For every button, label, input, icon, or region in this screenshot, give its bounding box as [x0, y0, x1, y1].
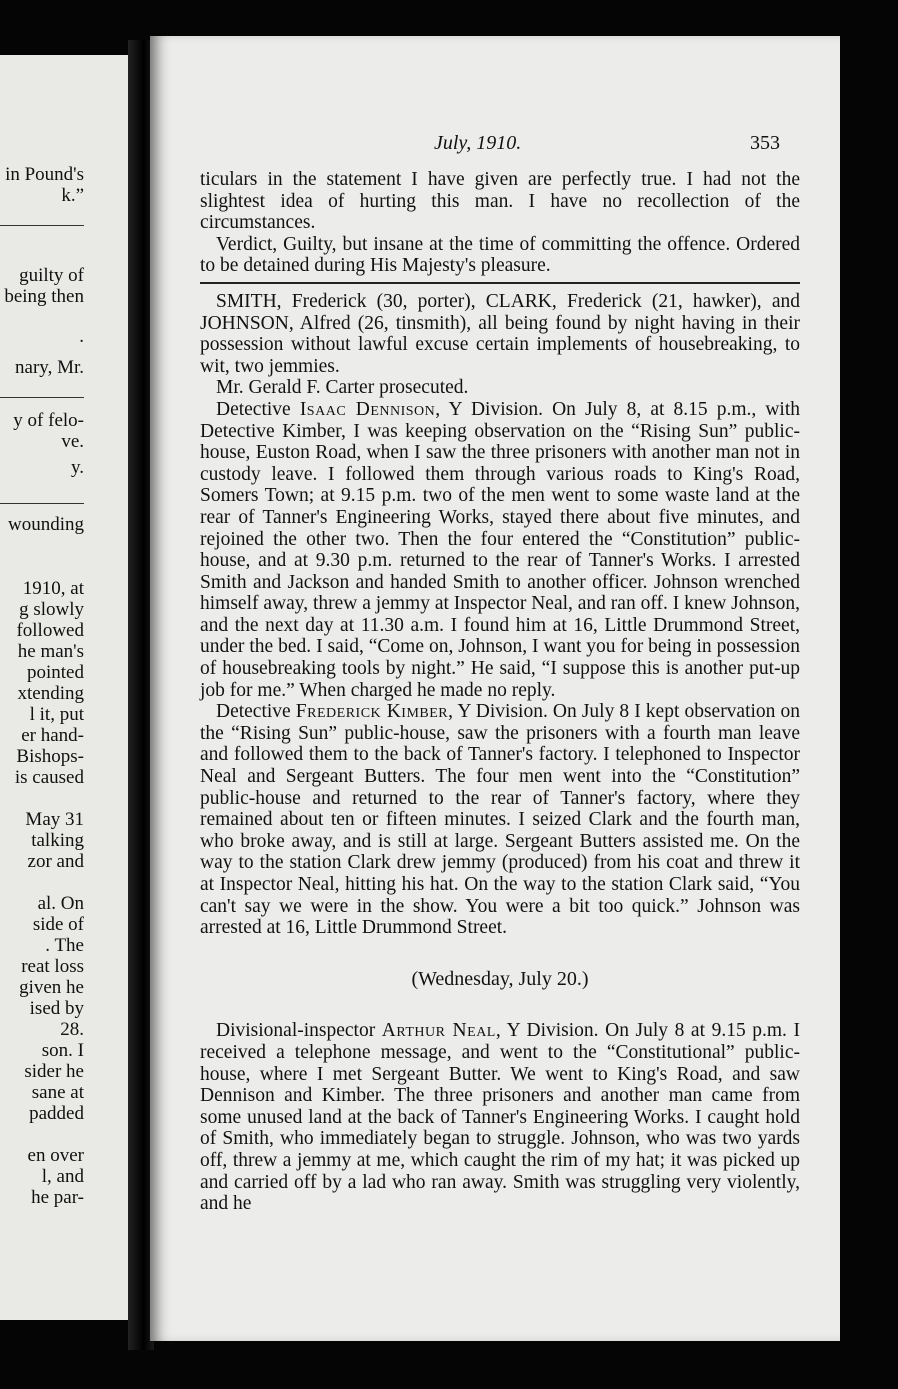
left-page-line: reat loss — [21, 956, 84, 977]
left-page-line: zor and — [27, 851, 84, 872]
left-page-line: pointed — [27, 662, 84, 683]
left-page-line: k.” — [61, 185, 84, 206]
left-page-line: he par- — [31, 1187, 84, 1208]
left-page-line: y. — [70, 457, 84, 478]
left-page-line: g slowly — [19, 599, 84, 620]
left-page-line: nary, Mr. — [15, 357, 84, 378]
paragraph-neal-testimony — [200, 1020, 800, 1214]
witness-name: Arthur Neal — [381, 1020, 496, 1042]
left-page-line: xtending — [17, 683, 84, 704]
left-page-line: sider he — [24, 1061, 84, 1082]
left-page-line: al. On — [37, 893, 84, 914]
date-heading: (Wednesday, July 20.) — [411, 967, 589, 990]
left-page-line: en over — [27, 1145, 84, 1166]
left-page-line: . The — [45, 935, 84, 956]
witness-name: Frederick Kimber — [295, 701, 449, 723]
witness-title: Detective — [216, 398, 291, 420]
testimony-text: , Y Division. On July 8 I kept observation on the “Rising Sun” public-house, saw the prisoners with a fourth man leave and followed them to the back of Tanner's factory. I telephoned to Inspector Neal and Sergeant Butters. The four men went into the “Constitution” public-house and returned to the rear of Tanner's factory, where they remained about ten or fifteen minutes. I seized Clark and the fourth man, who broke away, and is still at large. Sergeant Butters assisted me. On the way to the station Clark drew jemmy (produced) from his coat and threw it at Inspector Neal, hitting his hat. On the way to the station Clark said, “You can't say we were in the show. You were a bit too quick.” Johnson was arrested at 16, Little Drummond Street. — [200, 701, 800, 939]
left-page-line: talking — [31, 830, 84, 851]
left-page-line: ised by — [29, 998, 84, 1019]
right-page — [150, 36, 840, 1341]
witness-title: Divisional-inspector — [216, 1020, 376, 1042]
paragraph-verdict: Verdict, Guilty, but insane at the time of committing the offence. Ordered to be detained during His Majesty's pleasure. — [200, 233, 800, 277]
left-page-line: May 31 — [25, 809, 84, 830]
left-page-line: l, and — [41, 1166, 84, 1187]
page-number: 353 — [750, 132, 780, 154]
paragraph-prosecution: Mr. Gerald F. Carter prosecuted. — [216, 377, 469, 399]
left-page-line: he man's — [17, 641, 84, 662]
testimony-text: , Y Division. On July 8, at 8.15 p.m., with Detective Kimber, I was keeping observation on the “Rising Sun” public-house, Euston Road, when I saw the three prisoners with another man not in custody leave. I followed them through various roads to King's Road, Somers Town; at 9.15 p.m. two of the men went to some waste land at the rear of Tanner's Engineering Works, stayed there about five minutes, and rejoined the other two. Then the four entered the “Constitution” public-house, and at 9.30 p.m. returned to the rear of Tanner's Works. I arrested Smith and Jackson and handed Smith to another officer. Johnson wrenched himself away, threw a jemmy at Inspector Neal, and ran off. I knew Johnson, and the next day at 11.30 a.m. I found him at 16, Little Drummond Street, under the bed. I said, “Come on, Johnson, I want you for being in possession of housebreaking tools by night.” He said, “I suppose this is another put-up job for me.” When charged he made no reply. — [200, 398, 800, 701]
left-page-line: is caused — [14, 767, 84, 788]
left-page-rule — [0, 503, 84, 504]
left-page-line: y of felo- — [13, 410, 84, 431]
witness-name: Isaac Dennison — [299, 398, 436, 420]
left-page-rule — [0, 397, 84, 398]
testimony-text: , Y Division. On July 8 at 9.15 p.m. I received a telephone message, and went to the “Constitutional” public-house, where I met Sergeant Butter. We went to King's Road, and saw Dennison and Kimber. The three prisoners and another man came from some unused land at the back of Tanner's Engineering Works. I caught hold of Smith, who immediately began to struggle. Johnson, who was two yards off, threw a jemmy at me, which caught the rim of my hat; it was picked up and carried off by a lad who ran away. Smith was struggling very violently, and he — [200, 1020, 800, 1215]
left-page-line: padded — [29, 1103, 84, 1124]
left-page-line: wounding — [8, 514, 84, 535]
left-page-line: son. I — [41, 1040, 84, 1061]
page-header — [150, 132, 840, 162]
case-divider — [200, 282, 800, 284]
left-page-line: guilty of — [19, 265, 84, 286]
left-page-line: er hand- — [21, 725, 84, 746]
paragraph-continuation: ticulars in the statement I have given are perfectly true. I had not the slightest idea of hurting this man. I have no recollection of the circumstances. — [200, 169, 800, 234]
left-page-line: ve. — [61, 431, 84, 452]
left-page-line: side of — [32, 914, 84, 935]
left-page-line: given he — [19, 977, 84, 998]
left-page-line: l it, put — [29, 704, 84, 725]
left-page-line: 28. — [60, 1019, 84, 1040]
left-page-line: Bishops- — [16, 746, 84, 767]
left-page-rule — [0, 225, 84, 226]
witness-title: Detective — [216, 701, 291, 723]
paragraph-kimber-testimony — [200, 701, 800, 939]
left-page-line: followed — [16, 620, 84, 641]
running-head: July, 1910. — [434, 132, 522, 154]
paragraph-case-heading: SMITH, Frederick (30, porter), CLARK, Frederick (21, hawker), and JOHNSON, Alfred (26, tinsmith), all being found by night having in their possession without lawful excuse certain implements of housebreaking, to wit, two jemmies. — [200, 290, 800, 377]
page-body — [200, 169, 800, 1215]
left-page — [0, 55, 132, 1320]
left-page-line: sane at — [31, 1082, 84, 1103]
paragraph-dennison-testimony — [200, 399, 800, 701]
left-page-line: being then — [4, 286, 84, 307]
left-page-line: in Pound's — [5, 164, 84, 185]
left-page-line: . — [79, 326, 84, 347]
left-page-line: 1910, at — [22, 578, 84, 599]
